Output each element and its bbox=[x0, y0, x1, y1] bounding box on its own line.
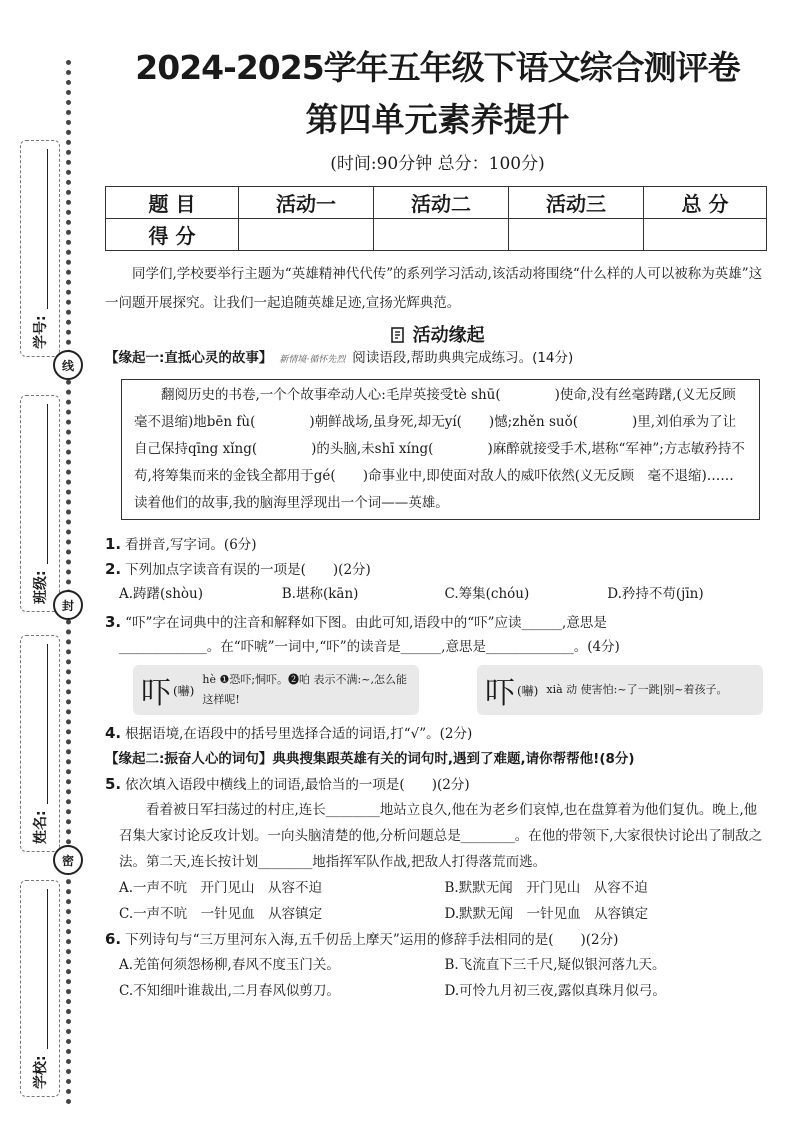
question-number: 4. bbox=[105, 724, 122, 742]
section-title: 活动缘起 bbox=[412, 325, 485, 346]
score-table-row bbox=[106, 219, 767, 251]
question-5-passage-box bbox=[105, 797, 770, 875]
part2-instruction: 典典搜集跟英雄有关的词句时,遇到了难题,请你帮帮他!(8分) bbox=[272, 751, 635, 767]
score-cell[interactable] bbox=[509, 219, 644, 251]
question-text: 依次填入语段中横线上的词语,最恰当的一项是( )(2分) bbox=[125, 777, 470, 793]
option-c[interactable]: C.一声不吭 一针见血 从容镇定 bbox=[119, 906, 323, 922]
seal-mi-char: 密 bbox=[53, 845, 83, 875]
name-field-box bbox=[20, 635, 60, 852]
binding-margin bbox=[0, 0, 90, 1122]
name-label: 姓名: bbox=[33, 809, 49, 844]
question-text: “吓”字在词典中的注音和解释如下图。由此可知,语段中的“吓”应读______,意思是 bbox=[125, 615, 607, 631]
score-header-cell: 活动三 bbox=[509, 187, 644, 219]
exam-time-score: (时间:90分钟 总分：100分) bbox=[330, 154, 545, 174]
document-icon bbox=[390, 325, 412, 346]
question-3 bbox=[105, 610, 770, 635]
part2-title: 【缘起二:振奋人心的词句】 bbox=[105, 751, 273, 767]
part1-tag: 新情境·循怀先烈 bbox=[279, 355, 346, 365]
score-header-cell: 活动二 bbox=[374, 187, 509, 219]
dict-char: 吓 bbox=[141, 676, 171, 711]
seal-feng-char: 封 bbox=[53, 590, 83, 620]
dict-char: 吓 bbox=[485, 676, 515, 711]
student-id-input[interactable] bbox=[33, 149, 48, 309]
dictionary-entry-xia bbox=[477, 665, 763, 715]
reading-passage-box bbox=[121, 379, 760, 520]
class-label: 班级: bbox=[33, 569, 49, 604]
part1-heading bbox=[105, 347, 770, 371]
exam-unit-title: 第四单元素养提升 bbox=[305, 100, 570, 139]
intro-paragraph: 同学们,学校要举行主题为“英雄精神代代传”的系列学习活动,该活动将围绕“什么样的人可以被称为英雄”这一问题开展探究。让我们一起追随英雄足迹,宣扬光辉典范。 bbox=[105, 266, 763, 311]
score-cell[interactable] bbox=[239, 219, 374, 251]
question-2-options bbox=[105, 582, 770, 606]
option-b[interactable]: B.堪称(kān) bbox=[281, 586, 359, 602]
score-table bbox=[105, 186, 767, 251]
exam-title: 2024-2025学年五年级下语文综合测评卷 bbox=[135, 48, 740, 87]
reading-passage: 翻阅历史的书卷,一个个故事牵动人心:毛岸英接受tè shū( )使命,没有丝毫踌躇,(义无反顾 毫不退缩)地bēn fù( )朝鲜战场,虽身死,却无yí( )憾;zhěn suǒ( )里,刘伯承为了让自己保持qīng xǐng( )的头脑,未shī xíng( )麻醉就接受手术,堪称“军神”;方志敏矜持不苟,将筹集而来的金钱全都用于gé( )命事业中,即使面对敌人的威吓依然(义无反顾 毫不退缩)……读着他们的故事,我的脑海里浮现出一个词——英雄。 bbox=[134, 387, 750, 511]
exam-content bbox=[105, 40, 770, 1004]
option-a[interactable]: A.羌笛何须怨杨柳,春风不度玉门关。 bbox=[119, 957, 340, 973]
option-d[interactable]: D.矜持不苟(jīn) bbox=[607, 586, 704, 602]
question-text: 看拼音,写字词。(6分) bbox=[125, 537, 257, 553]
question-number: 5. bbox=[105, 775, 122, 793]
class-input[interactable] bbox=[33, 404, 48, 564]
section-heading bbox=[105, 321, 770, 347]
question-6 bbox=[105, 927, 770, 952]
score-header-cell: 题 目 bbox=[106, 187, 239, 219]
school-input[interactable] bbox=[33, 889, 48, 1049]
question-text: 下列加点字读音有误的一项是( )(2分) bbox=[125, 562, 371, 578]
class-field-box bbox=[20, 395, 60, 612]
dict-trad-char: (嚇) bbox=[173, 683, 195, 698]
dict-definition: hè ❶恐吓;恫吓。❷㕷 表示不满:~,怎么能这样呢! bbox=[202, 673, 407, 706]
part1-instruction: 阅读语段,帮助典典完成练习。(14分) bbox=[352, 350, 574, 366]
part2-heading bbox=[105, 748, 770, 770]
question-number: 6. bbox=[105, 930, 122, 948]
question-2 bbox=[105, 557, 770, 582]
seal-line-char: 线 bbox=[53, 350, 83, 380]
question-text: 根据语境,在语段中的括号里选择合适的词语,打“√”。(2分) bbox=[125, 726, 473, 742]
question-1 bbox=[105, 532, 770, 557]
score-table-header-row bbox=[106, 187, 767, 219]
option-b[interactable]: B.飞流直下三千尺,疑似银河落九天。 bbox=[444, 957, 666, 973]
school-field-box bbox=[20, 880, 60, 1097]
score-row-label: 得 分 bbox=[106, 219, 239, 251]
question-number: 1. bbox=[105, 535, 122, 553]
score-header-cell: 活动一 bbox=[239, 187, 374, 219]
student-id-label: 学号: bbox=[33, 314, 49, 349]
question-5-options bbox=[105, 875, 770, 927]
student-id-field-box bbox=[20, 140, 60, 357]
score-header-cell: 总 分 bbox=[644, 187, 767, 219]
question-5-passage: 看着被日军扫荡过的村庄,连长________地站立良久,他在为老乡们哀悼,也在盘算着为他们复仇。晚上,他召集大家讨论反攻计划。一向头脑清楚的他,分析问题总是________。在他的带领下,大家很快讨论出了制敌之法。第二天,连长按计划________地指挥军队作战,把敌人打得落荒而逃。 bbox=[119, 802, 763, 870]
question-number: 3. bbox=[105, 613, 122, 631]
score-cell[interactable] bbox=[644, 219, 767, 251]
school-label: 学校: bbox=[33, 1054, 49, 1089]
option-c[interactable]: C.不知细叶谁裁出,二月春风似剪刀。 bbox=[119, 983, 340, 999]
dict-definition: xià 动 使害怕:~了一跳|别~着孩子。 bbox=[546, 683, 728, 696]
binding-dotted-line bbox=[66, 60, 71, 1105]
score-cell[interactable] bbox=[374, 219, 509, 251]
option-d[interactable]: D.可怜九月初三夜,露似真珠月似弓。 bbox=[444, 983, 666, 999]
option-c[interactable]: C.筹集(chóu) bbox=[444, 586, 530, 602]
question-number: 2. bbox=[105, 560, 122, 578]
part1-title: 【缘起一:直抵心灵的故事】 bbox=[105, 350, 273, 366]
option-a[interactable]: A.踌躇(shòu) bbox=[119, 586, 204, 602]
option-d[interactable]: D.默默无闻 一针见血 从容镇定 bbox=[444, 906, 649, 922]
option-a[interactable]: A.一声不吭 开门见山 从容不迫 bbox=[119, 880, 323, 896]
question-3-line2: _____________。在“吓唬”一词中,“吓”的读音是______,意思是_____________。(4分) bbox=[119, 639, 620, 655]
question-4 bbox=[105, 721, 770, 746]
question-5 bbox=[105, 772, 770, 797]
option-b[interactable]: B.默默无闻 开门见山 从容不迫 bbox=[444, 880, 648, 896]
name-input[interactable] bbox=[33, 644, 48, 804]
question-text: 下列诗句与“三万里河东入海,五千仞岳上摩天”运用的修辞手法相同的是( )(2分) bbox=[125, 932, 619, 948]
dictionary-entry-he bbox=[133, 665, 419, 715]
dictionary-entries bbox=[133, 665, 770, 715]
question-6-options bbox=[105, 952, 770, 1004]
dict-trad-char: (嚇) bbox=[517, 683, 539, 698]
